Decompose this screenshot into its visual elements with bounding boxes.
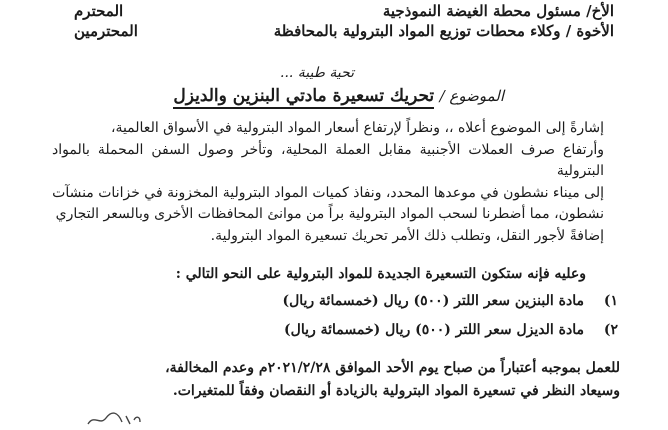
price-item-number: ٢) — [603, 322, 618, 338]
price-item-text: مادة الديزل سعر اللتر (٥٠٠) ريال (خمسمائة ريال) — [284, 322, 584, 338]
body-paragraph — [52, 118, 604, 247]
subject-line — [173, 86, 504, 106]
addressee-line-2: الأخوة / وكلاء محطات توزيع المواد البترولية بالمحافظة — [273, 22, 614, 40]
closing-line-2: وسيعاد النظر في تسعيرة المواد البترولية بالزيادة أو النقصان وفقاً للمتغيرات. — [172, 383, 620, 399]
signature-mark — [84, 410, 144, 428]
price-item-text: مادة البنزين سعر اللتر (٥٠٠) ريال (خمسمائة ريال) — [282, 293, 584, 309]
closing-line-1: للعمل بموجبه أعتباراً من صباح يوم الأحد الموافق ٢٠٢١/٢/٢٨م وعدم المخالفة، — [165, 360, 620, 376]
price-item-number: ١) — [603, 293, 618, 309]
body-line: إضافةً لأجور النقل، وتطلب ذلك الأمر تحريك تسعيرة المواد البترولية. — [210, 227, 604, 244]
greeting: تحية طيبة ... — [280, 65, 355, 81]
body-line: إشارةً إلى الموضوع أعلاه ،، ونظراً لإرتفاع أسعار المواد البترولية في الأسواق العالمية، — [110, 120, 604, 136]
subject-title: تحريك تسعيرة مادتي البنزين والديزل — [173, 86, 434, 109]
body-line: إلى ميناء نشطون في موعدها المحدد، ونفاذ كميات المواد البترولية المخزونة في خزانات منشآت — [52, 184, 604, 201]
price-item-petrol — [282, 293, 618, 309]
body-line: نشطون، مما أضطرنا لسحب المواد البترولية براً من موانئ المحافظات الأخرى وبالسعر التجاري — [55, 206, 604, 222]
price-intro: وعليه فإنه ستكون التسعيرة الجديدة للمواد البترولية على النحو التالي : — [175, 266, 586, 282]
price-item-diesel — [284, 322, 618, 338]
subject-label: الموضوع / — [439, 87, 504, 105]
addressee-line-1: الأخ/ مسئول محطة الغيضة النموذجية — [382, 2, 614, 20]
respect-title-2: المحترمين — [74, 22, 138, 40]
body-line: وأرتفاع صرف العملات الأجنبية مقابل العملة المحلية، وتأخر وصول السفن المحملة بالمواد البترولية — [52, 141, 604, 179]
respect-title-1: المحترم — [74, 2, 124, 20]
